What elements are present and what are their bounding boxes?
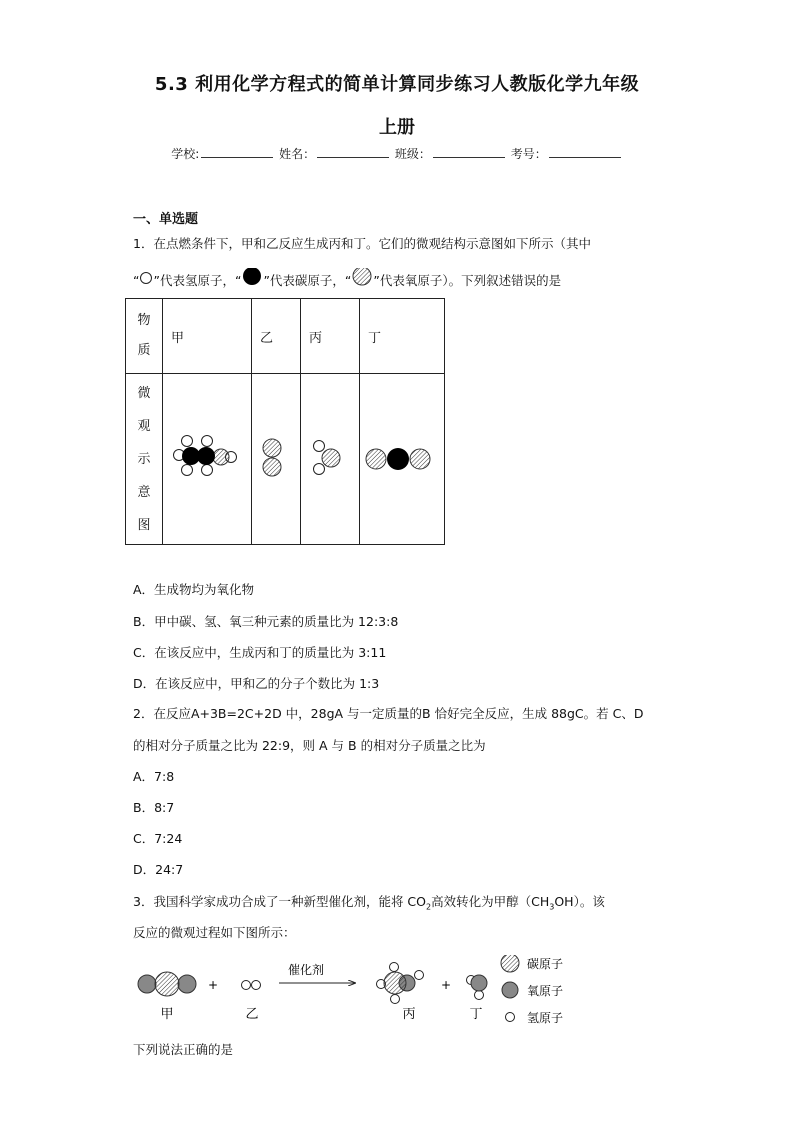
oxygen-atom-icon [351,268,373,288]
number-field[interactable] [549,145,621,158]
q3-label-ding: 丁 [469,1007,483,1022]
q3-plus-1: + [207,978,219,992]
legend-hydrogen-icon [506,1013,515,1022]
carbon-atom-icon [241,268,263,288]
section-heading: 一、单选题 [133,212,199,227]
q3-water-molecule [467,975,488,1000]
class-field[interactable] [433,145,505,158]
q3-reaction-diagram [133,955,613,1035]
molecule-yi-cell [252,374,301,545]
q3-h2-molecule [242,981,261,990]
school-field[interactable] [201,145,273,158]
col-header-jia: 甲 [163,299,252,374]
q3-methanol-molecule [377,963,424,1004]
water-molecule-icon [301,374,351,540]
page-title: 5.3 利用化学方程式的简单计算同步练习人教版化学九年级 [154,74,640,95]
student-info-row [0,145,794,162]
class-label: 班级： [394,147,431,161]
school-label: 学校: [171,147,200,161]
q2-option-c[interactable]: C．7:24 [133,831,183,846]
table-row-header-micro: 微 观 示 意 图 [126,374,163,545]
molecule-jia-cell [163,374,252,545]
q2-option-a[interactable]: A．7:8 [133,769,175,784]
page-title-continued: 上册 [379,117,415,138]
q3-co2-molecule [138,972,196,996]
q3-label-bing: 丙 [402,1007,416,1022]
table-row-header-substance: 物 质 [126,299,163,374]
q3-label-jia: 甲 [160,1007,174,1022]
q3-label-yi: 乙 [245,1007,259,1022]
q2-stem-line2: 的相对分子质量之比为 22:9，则 A 与 B 的相对分子质量之比为 [133,738,486,753]
q3-plus-2: + [440,978,452,992]
q1-option-a[interactable]: A．生成物均为氧化物 [133,582,255,597]
q2-option-b[interactable]: B．8:7 [133,800,175,815]
oxygen-molecule-icon [252,374,292,540]
legend-oxygen-icon [502,982,518,998]
col-header-bing: 丙 [301,299,360,374]
q2-stem-line1: 2．在反应A+3B=2C+2D 中，28gA 与一定质量的B 恰好完全反应，生成 88gC。若 C、D [133,706,644,721]
number-label: 考号： [510,147,547,161]
legend-carbon-label: 碳原子 [527,957,564,971]
hydrogen-atom-icon [139,272,153,286]
q3-prompt: 下列说法正确的是 [133,1042,234,1057]
legend-hydrogen-label: 氢原子 [527,1011,564,1025]
q2-option-d[interactable]: D．24:7 [133,862,184,877]
q1-option-c[interactable]: C．在该反应中，生成丙和丁的质量比为 3:11 [133,645,387,660]
q1-stem-line1: 1．在点燃条件下，甲和乙反应生成丙和丁。它们的微观结构示意图如下所示（其中 [133,236,591,251]
q1-stem-line2: “ ”代表氢原子，“ ”代表碳原子，“ ”代表氧原子）。下列叙述错误的是 [133,268,561,289]
q3-catalyst-label: 催化剂 [287,963,325,977]
legend-oxygen-label: 氧原子 [527,984,564,998]
ethanol-molecule-icon [163,374,243,540]
q1-option-d[interactable]: D．在该反应中，甲和乙的分子个数比为 1:3 [133,676,380,691]
name-field[interactable] [317,145,389,158]
q1-option-b[interactable]: B．甲中碳、氢、氧三种元素的质量比为 12:3:8 [133,614,399,629]
col-header-ding: 丁 [360,299,445,374]
legend-carbon-icon [501,955,519,972]
q3-stem-line2: 反应的微观过程如下图所示： [133,925,296,940]
molecule-bing-cell [301,374,360,545]
carbon-dioxide-molecule-icon [360,374,436,540]
col-header-yi: 乙 [252,299,301,374]
name-label: 姓名： [279,147,316,161]
q1-structure-table [125,298,445,545]
molecule-ding-cell [360,374,445,545]
q3-stem-line1: 3．我国科学家成功合成了一种新型催化剂，能将 $CO_2$高效转化为甲醇$(CH_3OH)$。该 [133,894,605,912]
q3-legend [501,955,563,1025]
